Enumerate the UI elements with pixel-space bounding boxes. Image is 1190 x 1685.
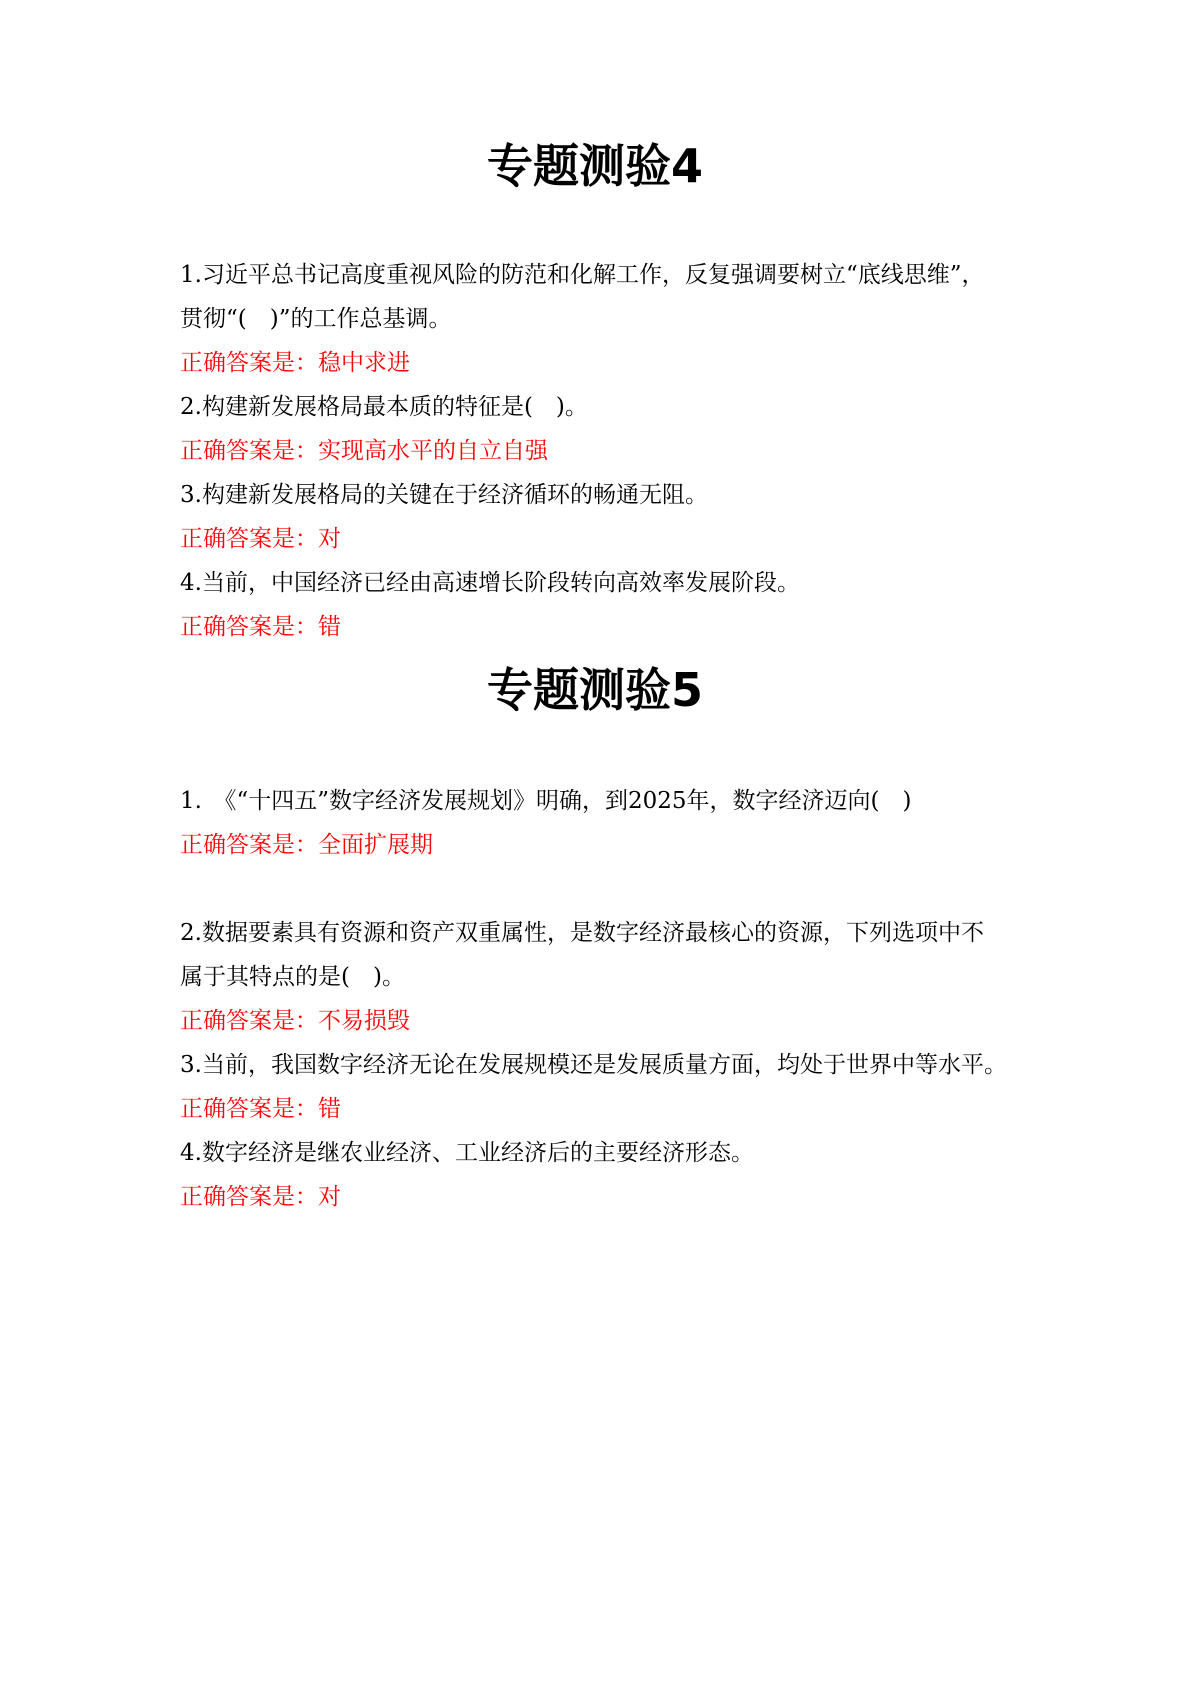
answer-text: 正确答案是：不易损毁 <box>180 1008 410 1034</box>
question-text: 3.构建新发展格局的关键在于经济循环的畅通无阻。 <box>180 482 708 508</box>
answer-text: 正确答案是：全面扩展期 <box>180 832 433 858</box>
question-text: 贯彻“( )”的工作总基调。 <box>180 306 452 332</box>
question-text: 1. 《“十四五”数字经济发展规划》明确，到2025年，数字经济迈向( ) <box>180 788 912 814</box>
section-title-5: 专题测验5 <box>486 663 703 717</box>
question-text: 1.习近平总书记高度重视风险的防范和化解工作，反复强调要树立“底线思维”， <box>180 262 985 288</box>
question-text: 2.构建新发展格局最本质的特征是( )。 <box>180 394 588 420</box>
question-text: 3.当前，我国数字经济无论在发展规模还是发展质量方面，均处于世界中等水平。 <box>180 1052 1007 1078</box>
question-text: 2.数据要素具有资源和资产双重属性，是数字经济最核心的资源，下列选项中不 <box>180 920 984 946</box>
answer-text: 正确答案是：错 <box>180 1096 341 1122</box>
answer-text: 正确答案是：实现高水平的自立自强 <box>180 438 548 464</box>
answer-text: 正确答案是：错 <box>180 614 341 640</box>
question-text: 属于其特点的是( )。 <box>180 964 405 990</box>
question-text: 4.数字经济是继农业经济、工业经济后的主要经济形态。 <box>180 1140 754 1166</box>
answer-text: 正确答案是：对 <box>180 1184 341 1210</box>
section-title-4: 专题测验4 <box>486 139 703 193</box>
answer-text: 正确答案是：稳中求进 <box>180 350 410 376</box>
answer-text: 正确答案是：对 <box>180 526 341 552</box>
question-text: 4.当前，中国经济已经由高速增长阶段转向高效率发展阶段。 <box>180 570 800 596</box>
